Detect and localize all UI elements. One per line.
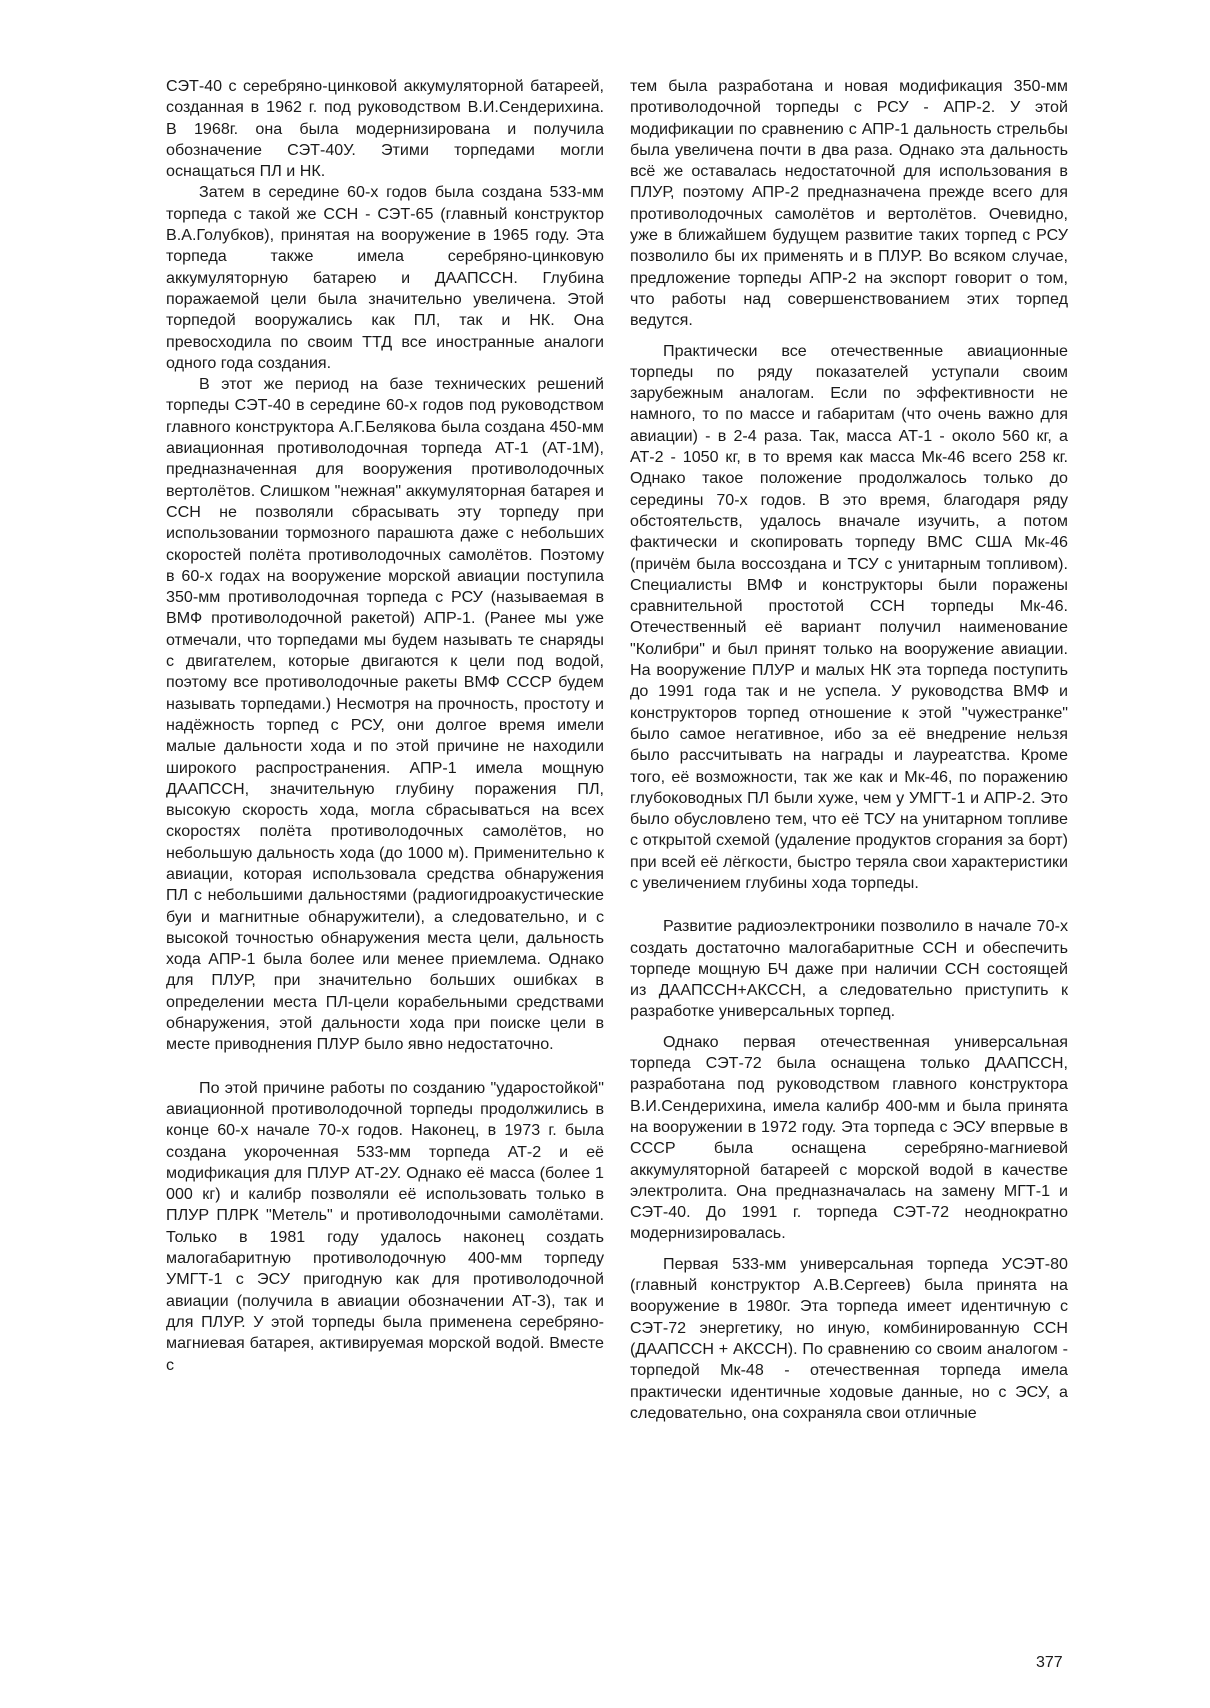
paragraph: Затем в середине 60-х годов была создана 533-мм торпеда с такой же ССН - СЭТ-65 (главный конструктор В.А.Голубков), принятая на вооружение в 1965 году. Эта торпеда также имела серебряно-цинковую аккумуляторную батарею и ДААПССН. Глубина поражаемой цели была значительно увеличена. Этой торпедой вооружались как ПЛ, так и НК. Она превосходила по своим ТТД все иностранные аналоги одного года создания. [166, 183, 604, 372]
paragraph: СЭТ-40 с серебряно-цинковой аккумуляторной батареей, созданная в 1962 г. под руководством В.И.Сендерихина. В 1968г. она была модернизирована и получила обозначение СЭТ-40У. Этими торпедами могли оснащаться ПЛ и НК. [166, 77, 604, 181]
right-column [630, 76, 1068, 1424]
paragraph: Развитие радиоэлектроники позволило в начале 70-х создать достаточно малогабаритные ССН и обеспечить торпеде мощную БЧ даже при наличии ССН состоящей из ДААПССН+АКССН, а следовательно приступить к разработке универсальных торпед. [630, 917, 1068, 1021]
paragraph: По этой причине работы по созданию "ударостойкой" авиационной противолодочной торпеды продолжились в конце 60-х начале 70-х годов. Наконец, в 1973 г. была создана укороченная 533-мм торпеда АТ-2 и её модификация для ПЛУР АТ-2У. Однако её масса (более 1 000 кг) и калибр позволяли её использовать только в ПЛУР ПЛРК "Метель" и противолодочными самолётами. Только в 1981 году удалось наконец создать малогабаритную противолодочную 400-мм торпеду УМГТ-1 с ЭСУ пригодную как для противолодочной авиации (получила в авиации обозначении АТ-3), так и для ПЛУР. У этой торпеды была применена серебряно-магниевая батарея, активируемая морской водой. Вместе с [166, 1078, 604, 1374]
paragraph: тем была разработана и новая модификация 350-мм противолодочной торпеды с РСУ - АПР-2. У этой модификации по сравнению с АПР-1 дальность стрельбы была увеличена почти в два раза. Однако эта дальность всё же оставалась недостаточной для использования в ПЛУР, поэтому АПР-2 предназначена прежде всего для противолодочных самолётов и вертолётов. Очевидно, уже в ближайшем будущем развитие таких торпед с РСУ позволило бы их применять и в ПЛУР. Во всяком случае, предложение торпеды АПР-2 на экспорт говорит о том, что работы над совершенствованием этих торпед ведутся. [630, 77, 1068, 330]
paragraph: Практически все отечественные авиационные торпеды по ряду показателей уступали своим зарубежным аналогам. Если по эффективности не намного, то по массе и габаритам (что очень важно для авиации) - в 2-4 раза. Так, масса АТ-1 - около 560 кг, а АТ-2 - 1050 кг, в то время как масса Мк-46 всего 258 кг. Однако такое положение продолжалось только до середины 70-х годов. В это время, благодаря ряду обстоятельств, удалось вначале изучить, а потом фактически и скопировать торпеду ВМС США Мк-46 (причём была воссоздана и ТСУ с унитарным топливом). Специалисты ВМФ и конструкторы были поражены сравнительной простотой ССН торпеды Мк-46. Отечественный её вариант получил наименование "Колибри" и был принят только на вооружение авиации. На вооружение ПЛУР и малых НК эта торпеда поступить до 1991 года так и не успела. У руководства ВМФ и конструкторов торпед отношение к этой "чужестранке" было самое негативное, ибо за её внедрение нельзя было рассчитывать на награды и лауреатства. Кроме того, её возможности, так же как и Мк-46, по поражению глубоководных ПЛ были хуже, чем у УМГТ-1 и АПР-2. Это было обусловлено тем, что её ТСУ на унитарном топливе с открытой схемой (удаление продуктов сгорания за борт) при всей её лёгкости, быстро теряла свои характеристики с увеличением глубины хода торпеды. [630, 341, 1068, 892]
paragraph: В этот же период на базе технических решений торпеды СЭТ-40 в середине 60-х годов под руководством главного конструктора А.Г.Белякова была создана 450-мм авиационная противолодочная торпеда АТ-1 (АТ-1М), предназначенная для вооружения противолодочных вертолётов. Слишком "нежная" аккумуляторная батарея и ССН не позволяли сбрасывать эту торпеду при использовании тормозного парашюта даже с небольших скоростей полёта противолодочных самолётов. Поэтому в 60-х годах на вооружение морской авиации поступила 350-мм противолодочная торпеда с РСУ (называемая в ВМФ противолодочной ракетой) АПР-1. (Ранее мы уже отмечали, что торпедами мы будем называть те снаряды с двигателем, которые двигаются к цели под водой, поэтому все противолодочные ракеты ВМФ СССР будем называть торпедами.) Несмотря на прочность, простоту и надёжность торпед с РСУ, они долгое время имели малые дальности хода и по этой причине не находили широкого распространения. АПР-1 имела мощную ДААПССН, значительную глубину поражения ПЛ, высокую скорость хода, могла сбрасываться на всех скоростях полёта противолодочных самолётов, но небольшую дальность хода (до 1000 м). Применительно к авиации, которая использовала средства обнаружения ПЛ с небольшими дальностями (радиогидроакустические буи и магнитные обнаружители), а следовательно, и с высокой точностью обнаружения места цели, дальность хода АПР-1 была более или менее приемлема. Однако для ПЛУР, при значительно больших ошибках в определении места ПЛ-цели корабельными средствами обнаружения, этой дальности хода при поиске цели в месте приводнения ПЛУР было явно недостаточно. [166, 375, 604, 1054]
page-number: 377 [1036, 1654, 1063, 1671]
paragraph: Первая 533-мм универсальная торпеда УСЭТ-80 (главный конструктор А.В.Сергеев) была принята на вооружение в 1980г. Эта торпеда имеет идентичную с СЭТ-72 энергетику, но иную, комбинированную ССН (ДААПССН + АКССН). По сравнению со своим аналогом - торпедой Мк-48 - отечественная торпеда имела практически идентичные ходовые данные, но с ЭСУ, а следовательно, она сохраняла свои отличные [630, 1254, 1068, 1422]
paragraph: Однако первая отечественная универсальная торпеда СЭТ-72 была оснащена только ДААПССН, разработана под руководством главного конструктора В.И.Сендерихина, имела калибр 400-мм и была принята на вооружении в 1972 году. Эта торпеда с ЭСУ впервые в СССР была оснащена серебряно-магниевой аккумуляторной батареей с морской водой в качестве электролита. Она предназначалась на замену МГТ-1 и СЭТ-40. До 1991 г. торпеда СЭТ-72 неоднократно модернизировалась. [630, 1032, 1068, 1243]
left-column [166, 76, 604, 1376]
